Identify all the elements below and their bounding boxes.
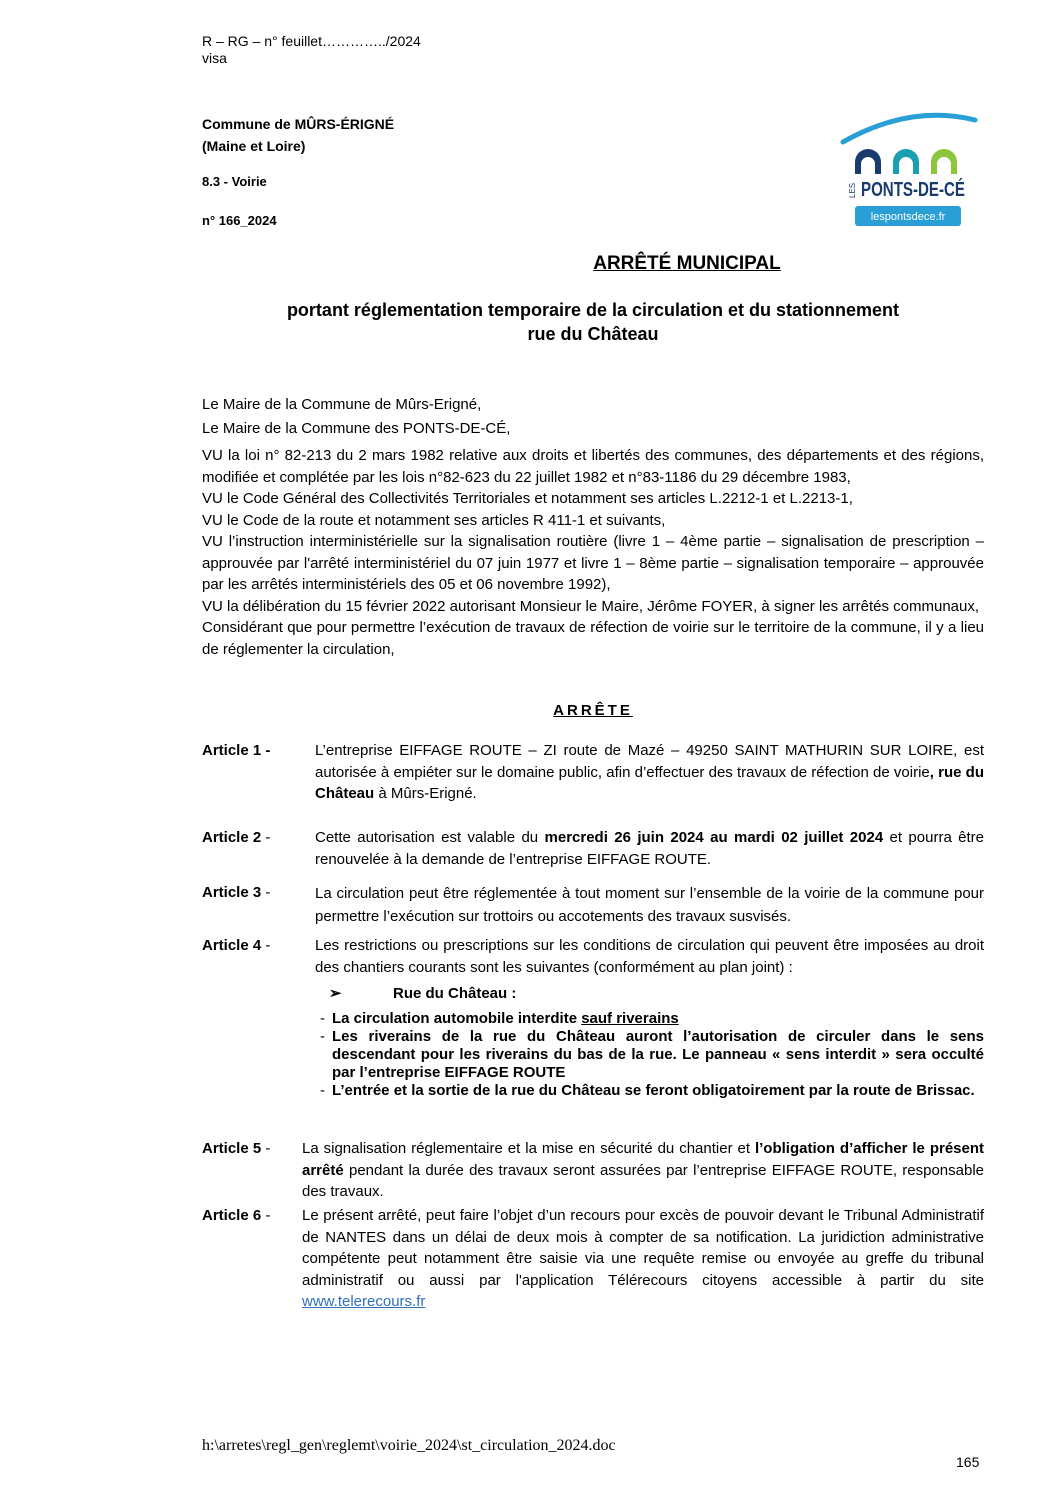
arrow-bullet-icon: ➢ (329, 985, 342, 1002)
article-2-text: Cette autorisation est valable du mercredi 26 juin 2024 au mardi 02 juillet 2024 et pourra être renouvelée à la demande de l’entreprise EIFFAGE ROUTE. (315, 829, 985, 868)
svg-text:lespontsdece.fr: lespontsdece.fr (870, 211, 946, 223)
maire-line-2: Le Maire de la Commune des PONTS-DE-CÉ, (202, 420, 511, 437)
bridge-arch-2-icon (893, 149, 919, 174)
article-4-list (320, 1010, 984, 1100)
bridge-arch-3-icon (931, 149, 957, 174)
preamble-considerations (202, 445, 984, 660)
vu-code-route: VU le Code de la route et notamment ses articles R 411-1 et suivants, (202, 511, 666, 529)
article-5-text: La signalisation réglementaire et la mise en sécurité du chantier et l’obligation d’afficher le présent arrêté pendant la durée des travaux seront assurées par l’entreprise EIFFAGE ROUTE, responsable des travaux. (302, 1140, 984, 1200)
les-ponts-de-ce-logo (835, 112, 999, 232)
ref-line: R – RG – n° feuillet…………../2024 (202, 33, 421, 49)
telerecours-link[interactable]: www.telerecours.fr (302, 1293, 426, 1310)
article-4-bullet-title: ➢ Rue du Château : (329, 985, 517, 1002)
list-item: - L’entrée et la sortie de la rue du Château se feront obligatoirement par la route de Brissac. (320, 1082, 975, 1099)
article-1-text: L’entreprise EIFFAGE ROUTE – ZI route de Mazé – 49250 SAINT MATHURIN SUR LOIRE, est autorisée à empiéter sur le domaine public, afin d’effectuer des travaux de réfection de voirie, rue du Château à Mûrs-Erigné. (315, 742, 984, 802)
article-3-text: La circulation peut être réglementée à tout moment sur l’ensemble de la voirie de la commune pour permettre l’exécution sur trottoirs ou accotements des travaux susvisés. (315, 885, 984, 925)
svg-text:LES: LES (848, 182, 857, 198)
subtitle-line-1: portant réglementation temporaire de la circulation et du stationnement (286, 300, 900, 320)
document-reference (202, 33, 421, 67)
commune-block (202, 113, 394, 157)
visa-line: visa (202, 50, 227, 66)
bridge-arch-1-icon (855, 149, 881, 174)
article-4-text: Les restrictions ou prescriptions sur les conditions de circulation qui peuvent être imposées au droit des chantiers courants sont les suivantes (conformément au plan joint) : (315, 937, 984, 976)
commune-name: Commune de MÛRS-ÉRIGNÉ (202, 116, 395, 132)
vu-cgct: VU le Code Général des Collectivités Territoriales et notamment ses articles L.2212-1 et L.2213-1, (202, 490, 853, 507)
article-1-label: Article 1 - (202, 742, 271, 759)
vu-loi: VU la loi n° 82-213 du 2 mars 1982 relative aux droits et libertés des communes, des départements et des régions, modifiée et complétée par les lois n°82-623 du 22 juillet 1982 et n°83-1186 du 29 décembre 1983, (202, 447, 984, 486)
category-label: 8.3 - Voirie (202, 174, 267, 189)
list-item: - La circulation automobile interdite sauf riverains (320, 1010, 679, 1027)
arrete-number: n° 166_2024 (202, 213, 277, 228)
maire-line-1: Le Maire de la Commune de Mûrs-Erigné, (202, 396, 482, 413)
article-2-label: Article 2 - (202, 829, 271, 846)
article-6-label: Article 6 - (202, 1207, 271, 1224)
vu-deliberation: VU la délibération du 15 février 2022 autorisant Monsieur le Maire, Jérôme FOYER, à signer les arrêtés communaux, (202, 597, 980, 615)
page-number: 165 (956, 1454, 980, 1470)
article-3-label: Article 3 - (202, 884, 271, 901)
article-6-text: Le présent arrêté, peut faire l’objet d’un recours pour excès de pouvoir devant le Tribunal Administratif de NANTES dans un délai de deux mois à compter de sa notification. La juridiction administrative compétente peut notamment être saisie via une requête remise ou envoyée au greffe du tribunal administratif ou aussi par l'application Télérecours citoyens accessible à partir du site www.telerecours.fr (302, 1207, 984, 1310)
considerant: Considérant que pour permettre l’exécution de travaux de réfection de voirie sur le territoire de la commune, il y a lieu de réglementer la circulation, (202, 619, 984, 658)
subtitle-line-2: rue du Château (527, 324, 659, 344)
document-title: ARRÊTÉ MUNICIPAL (593, 253, 781, 274)
article-4-label: Article 4 - (202, 937, 271, 954)
article-5-label: Article 5 - (202, 1140, 271, 1157)
department-name: (Maine et Loire) (202, 138, 306, 154)
footer-file-path: h:\arretes\regl_gen\reglemt\voirie_2024\st_circulation_2024.doc (202, 1437, 616, 1454)
arrete-heading: ARRÊTE (553, 702, 633, 719)
list-item: - Les riverains de la rue du Château auront l’autorisation de circuler dans le sens descendant pour les riverains du bas de la rue. Le panneau « sens interdit » sera occulté par l’entreprise EIFFAGE ROUTE (320, 1028, 984, 1081)
svg-text:PONTS-DE-CÉ: PONTS-DE-CÉ (861, 179, 999, 201)
arch-icon (843, 115, 975, 142)
vu-instruction: VU l’instruction interministérielle sur la signalisation routière (livre 1 – 4ème partie – signalisation de prescription – approuvée par l'arrêté interministériel du 07 juin 1977 et livre 1 – 8ème partie – signalisation temporaire – approuvée par les arrêtés interministériels des 05 et 06 novembre 1992), (202, 533, 984, 593)
document-subtitle (202, 298, 984, 346)
